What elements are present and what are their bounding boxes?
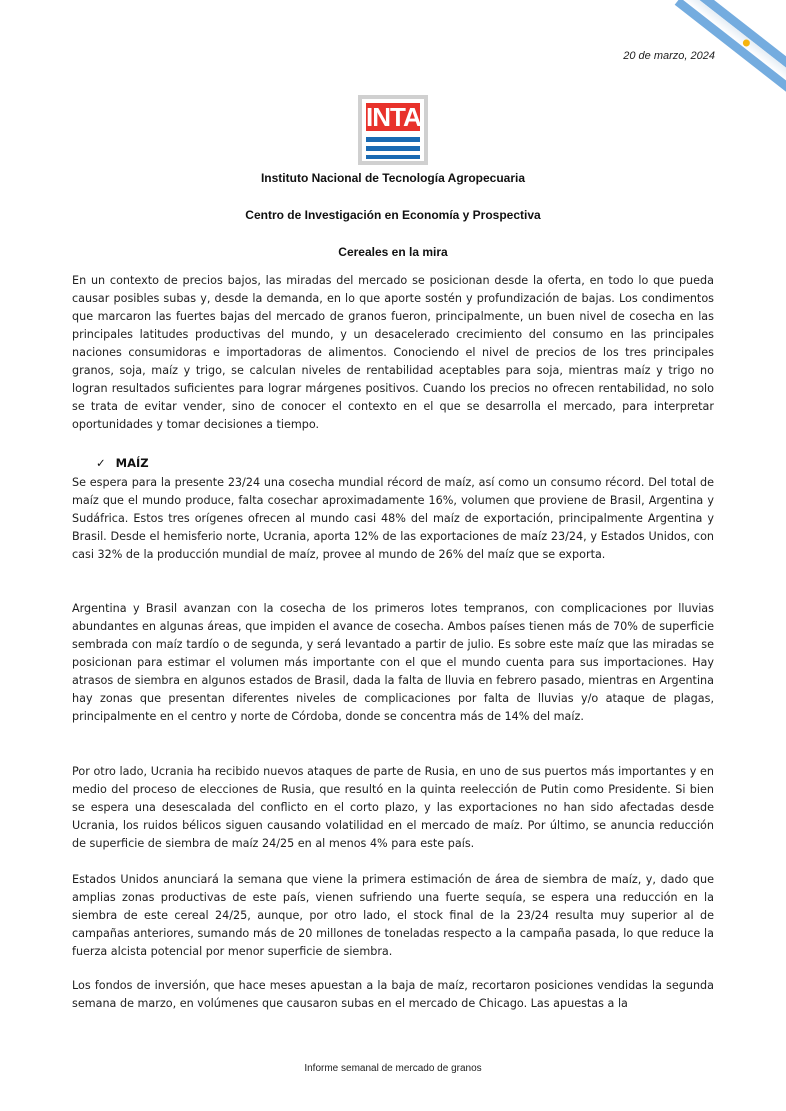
checkmark-icon: ✓ [96, 456, 106, 470]
institute-title: Instituto Nacional de Tecnología Agropecuaria [260, 171, 526, 185]
center-title: Centro de Investigación en Economía y Prospectiva [245, 208, 541, 222]
section-heading-maiz [96, 456, 149, 470]
body-paragraph [72, 871, 714, 961]
page-footer: Informe semanal de mercado de granos [304, 1063, 482, 1074]
section-title: MAÍZ [115, 456, 149, 470]
intro-text: En un contexto de precios bajos, las miradas del mercado se posicionan desde la oferta, en todo lo que pueda causar posibles subas y, desde la demanda, en lo que aporte sostén y profundización de bajas. Los condimentos que marcaron las fuertes bajas del mercado de granos fueron, principalmente, un buen nivel de cosecha en las principales latitudes productivas del mundo, y un desacelerado crecimiento del consumo en las principales naciones consumidoras e importadoras de alimentos. Conociendo el nivel de precios de los tres principales granos, soja, maíz y trigo, se calculan niveles de rentabilidad aceptables para soja, mientras maíz y trigo no logran resultados suficientes para lograr márgenes positivos. Cuando los precios no ofrecen rentabilidad, no solo se trata de evitar vender, sino de conocer el contexto en el que se desarrolla el mercado, para interpretar oportunidades y tomar decisiones a tiempo. [72, 274, 714, 431]
logo-stripe [366, 137, 420, 142]
intro-paragraph [72, 272, 714, 434]
logo-text: INTA [366, 102, 421, 132]
paragraph-4: Estados Unidos anunciará la semana que viene la primera estimación de área de siembra de maíz, y, dado que amplias zonas productivas de este país, vienen sufriendo una fuerte sequía, se espera una reducción en la siembra de este cereal 24/25, aunque, por otro lado, el stock final de la 23/24 resulta muy superior al de campañas anteriores, sumando más de 20 millones de toneladas respecto a la campaña pasada, lo que reduce la fuerza alcista potencial por menor superficie de siembra. [72, 873, 714, 958]
logo-stripe [366, 155, 420, 159]
inta-logo [358, 95, 428, 165]
report-title: Cereales en la mira [338, 245, 448, 259]
flag-ribbon [646, 0, 786, 140]
paragraph-5: Los fondos de inversión, que hace meses apuestan a la baja de maíz, recortaron posiciones vendidas la segunda semana de marzo, en volúmenes que causaron subas en el mercado de Chicago. Las apuestas a la [72, 979, 714, 1010]
body-paragraph [72, 600, 714, 726]
logo-stripe [366, 146, 420, 151]
body-paragraph [72, 474, 714, 564]
report-date: 20 de marzo, 2024 [623, 50, 715, 62]
paragraph-2: Argentina y Brasil avanzan con la cosecha de los primeros lotes tempranos, con complicaciones por lluvias abundantes en algunas áreas, que impiden el avance de cosecha. Ambos países tienen más de 70% de superficie sembrada con maíz tardío o de segunda, y será levantado a partir de julio. Es sobre este maíz que las miradas se posicionan para estimar el volumen más importante con el que el mundo cuenta para sus importaciones. Hay atrasos de siembra en algunos estados de Brasil, dada la falta de lluvia en febrero pasado, mientras en Argentina hay zonas que presentan diferentes niveles de complicaciones por falta de lluvias y/o ataque de plagas, principalmente en el centro y norte de Córdoba, donde se concentra más de 14% del maíz. [72, 602, 714, 723]
paragraph-3: Por otro lado, Ucrania ha recibido nuevos ataques de parte de Rusia, en uno de sus puertos más importantes y en medio del proceso de elecciones de Rusia, que resultó en la quinta reelección de Putin como Presidente. Si bien se espera una desescalada del conflicto en el corto plazo, y las exportaciones no han sido afectadas desde Ucrania, los ruidos bélicos siguen causando volatilidad en el mercado de maíz. Por último, se anuncia reducción de superficie de siembra de maíz 24/25 en al menos 4% para este país. [72, 765, 714, 850]
body-paragraph [72, 977, 714, 1013]
paragraph-1: Se espera para la presente 23/24 una cosecha mundial récord de maíz, así como un consumo récord. Del total de maíz que el mundo produce, falta cosechar aproximadamente 16%, volumen que proviene de Brasil, Argentina y Sudáfrica. Estos tres orígenes ofrecen al mundo casi 48% del maíz de exportación, principalmente Argentina y Brasil. Desde el hemisferio norte, Ucrania, aporta 12% de las exportaciones de maíz 23/24, y Estados Unidos, con casi 32% de la producción mundial de maíz, provee al mundo de 26% del maíz que se exporta. [72, 476, 714, 561]
body-paragraph [72, 763, 714, 853]
